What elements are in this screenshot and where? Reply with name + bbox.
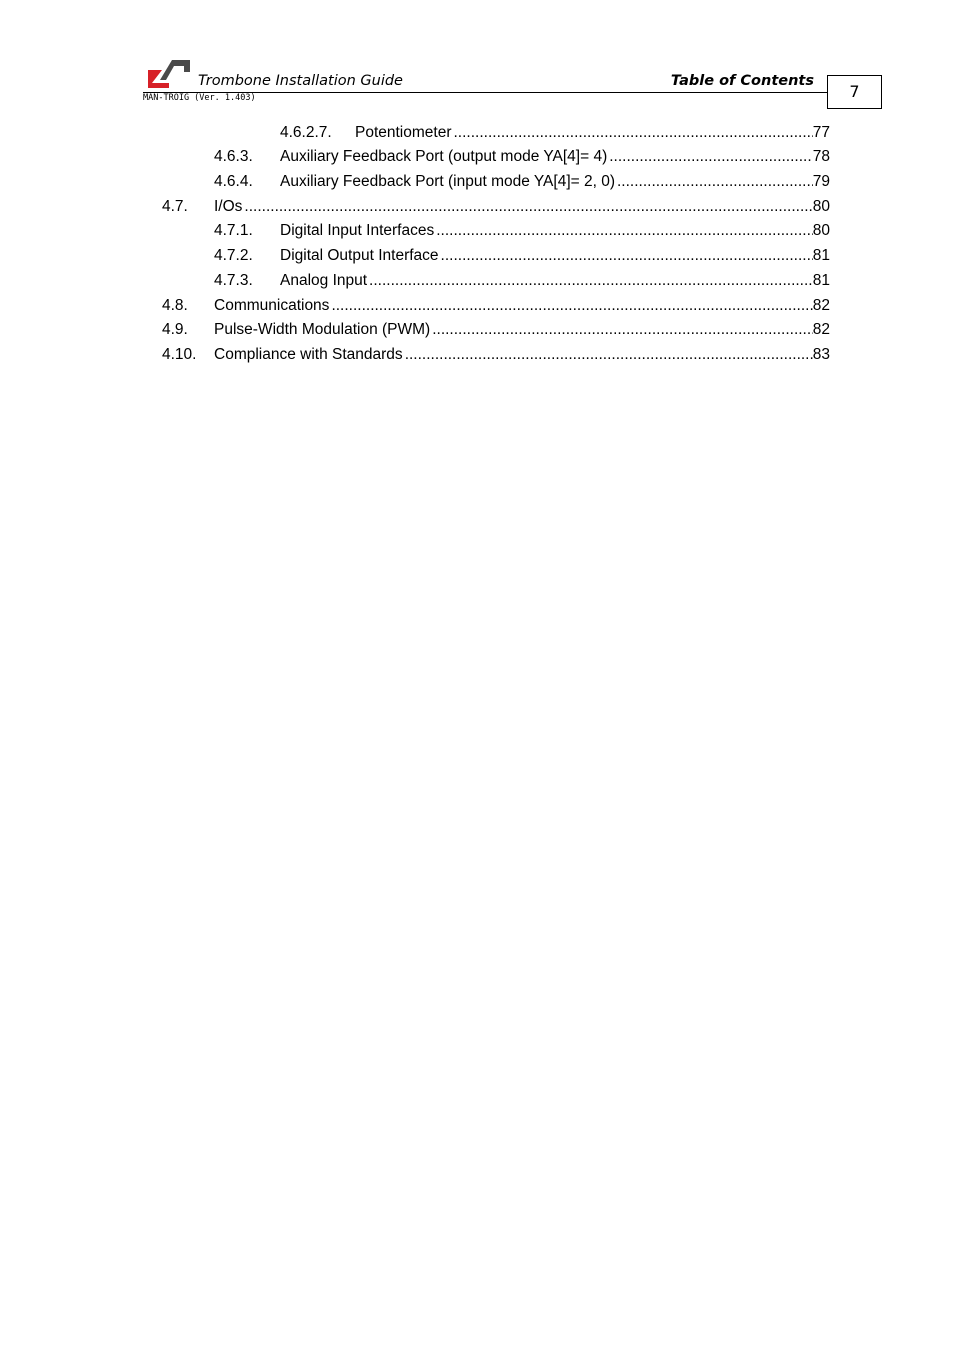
document-title: Trombone Installation Guide (198, 73, 403, 89)
toc-entry-page: 80 (812, 222, 830, 239)
toc-entry-number: 4.6.4. (214, 173, 253, 190)
toc-dot-leader (329, 296, 812, 316)
toc-entry[interactable] (0, 345, 830, 365)
toc-entry-number: 4.6.2.7. (280, 124, 332, 141)
toc-entry-page: 82 (812, 297, 830, 314)
toc-entry-title: Auxiliary Feedback Port (output mode YA[4]= 4) (280, 148, 608, 165)
toc-entry[interactable] (0, 123, 830, 143)
toc-entry[interactable] (0, 147, 830, 167)
toc-entry-title: Digital Output Interface (280, 247, 439, 264)
section-title: Table of Contents (670, 73, 814, 89)
toc-dot-leader (242, 197, 812, 217)
toc-dot-leader (430, 320, 813, 340)
toc-entry-number: 4.7.2. (214, 247, 253, 264)
toc-entry-number: 4.7.3. (214, 272, 253, 289)
toc-entry-page: 80 (812, 198, 830, 215)
toc-entry-number: 4.7.1. (214, 222, 253, 239)
toc-entry-number: 4.9. (162, 321, 188, 338)
toc-dot-leader (607, 147, 813, 167)
toc-entry-title: Communications (214, 297, 330, 314)
toc-entry[interactable] (0, 320, 830, 340)
company-logo-icon (148, 58, 190, 88)
toc-dot-leader (615, 172, 813, 192)
toc-entry-title: Potentiometer (355, 124, 452, 141)
toc-entry-page: 79 (812, 173, 830, 190)
toc-entry-page: 81 (812, 272, 830, 289)
toc-dot-leader (434, 221, 813, 241)
toc-entry-title: I/Os (214, 198, 243, 215)
toc-entry-page: 81 (812, 247, 830, 264)
toc-dot-leader (452, 123, 813, 143)
toc-entry-number: 4.10. (162, 346, 197, 363)
toc-entry-title: Pulse-Width Modulation (PWM) (214, 321, 431, 338)
toc-entry[interactable] (0, 296, 830, 316)
toc-entry[interactable] (0, 172, 830, 192)
toc-entry-title: Digital Input Interfaces (280, 222, 435, 239)
toc-entry-page: 77 (812, 124, 830, 141)
toc-entry[interactable] (0, 197, 830, 217)
toc-entry-number: 4.7. (162, 198, 188, 215)
toc-entry-number: 4.6.3. (214, 148, 253, 165)
toc-entry[interactable] (0, 221, 830, 241)
toc-dot-leader (403, 345, 813, 365)
toc-entry-title: Analog Input (280, 272, 368, 289)
toc-entry-page: 78 (812, 148, 830, 165)
toc-entry-page: 82 (812, 321, 830, 338)
document-version: MAN-TROIG (Ver. 1.403) (143, 93, 256, 103)
toc-entry-title: Compliance with Standards (214, 346, 403, 363)
toc-entry-page: 83 (812, 346, 830, 363)
toc-entry-title: Auxiliary Feedback Port (input mode YA[4]= 2, 0) (280, 173, 615, 190)
toc-entry[interactable] (0, 271, 830, 291)
page-number: 7 (827, 75, 882, 109)
toc-entry-number: 4.8. (162, 297, 188, 314)
toc-dot-leader (439, 246, 813, 266)
toc-dot-leader (367, 271, 813, 291)
toc-entry[interactable] (0, 246, 830, 266)
